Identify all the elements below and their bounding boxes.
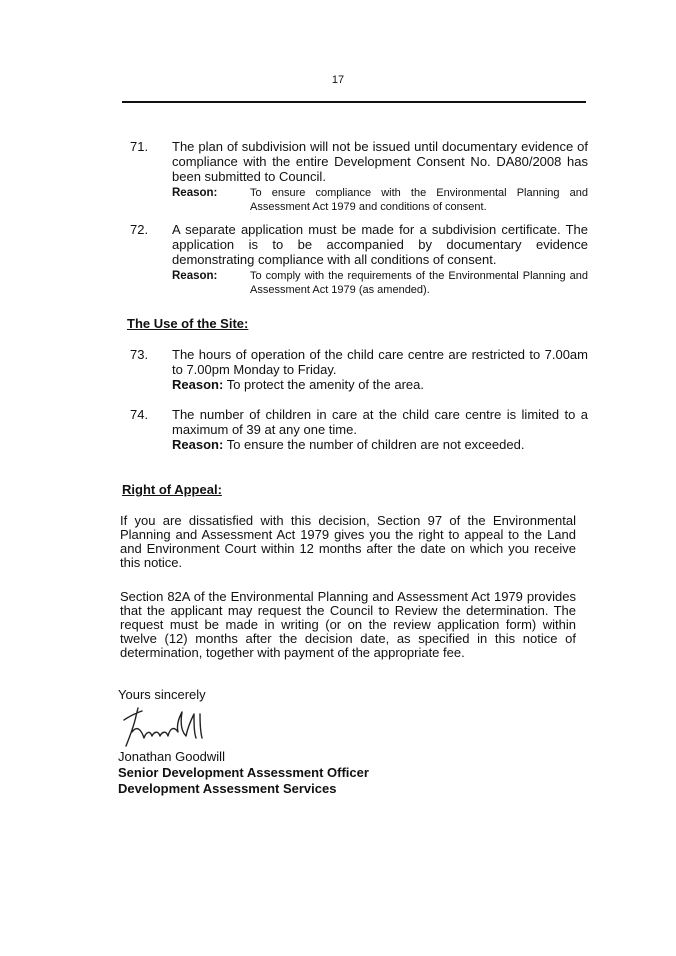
reason-label: Reason: — [172, 270, 218, 282]
condition-number: 74. — [130, 407, 149, 422]
reason-text: To ensure compliance with the Environmental Planning and Assessment Act 1979 and conditions of consent. — [250, 187, 588, 213]
use-of-site-heading: The Use of the Site: — [127, 316, 249, 331]
condition-text: The plan of subdivision will not be issued until documentary evidence of compliance with the entire Development Consent No. DA80/2008 has been submitted to Council. — [172, 139, 588, 184]
closing-salutation: Yours sincerely — [118, 687, 206, 702]
condition-text: The hours of operation of the child care centre are restricted to 7.00am to 7.00pm Monday to Friday. — [172, 347, 588, 377]
condition-number: 72. — [130, 222, 149, 237]
reason-label: Reason: — [172, 437, 224, 452]
signatory-department: Development Assessment Services — [118, 781, 337, 796]
reason-text: To ensure the number of children are not exceeded. — [226, 437, 525, 452]
signatory-title: Senior Development Assessment Officer — [118, 765, 369, 780]
appeal-paragraph-1: If you are dissatisfied with this decision, Section 97 of the Environmental Planning and Assessment Act 1979 gives you the right to appeal to the Land and Environment Court within 12 months after the date on which you receive this notice. — [120, 513, 576, 570]
condition-text: The number of children in care at the child care centre is limited to a maximum of 39 at any one time. — [172, 407, 588, 437]
signature-image — [116, 702, 226, 752]
condition-number: 73. — [130, 347, 149, 362]
reason-text: To protect the amenity of the area. — [226, 377, 424, 392]
reason-label: Reason: — [172, 187, 218, 199]
reason-text: To comply with the requirements of the Environmental Planning and Assessment Act 1979 (as amended). — [250, 270, 588, 296]
page-number: 17 — [331, 74, 345, 86]
right-of-appeal-heading: Right of Appeal: — [122, 482, 222, 497]
signatory-name: Jonathan Goodwill — [118, 749, 225, 764]
appeal-paragraph-2: Section 82A of the Environmental Planning and Assessment Act 1979 provides that the applicant may request the Council to Review the determination. The request must be made in writing (or on the review application form) within twelve (12) months after the decision date, as specified in this notice of determination, together with payment of the appropriate fee. — [120, 589, 576, 660]
header-rule — [122, 101, 586, 103]
condition-text: A separate application must be made for a subdivision certificate. The application is to be accompanied by documentary evidence demonstrating compliance with all conditions of consent. — [172, 222, 588, 267]
condition-number: 71. — [130, 139, 149, 154]
reason-label: Reason: — [172, 377, 224, 392]
